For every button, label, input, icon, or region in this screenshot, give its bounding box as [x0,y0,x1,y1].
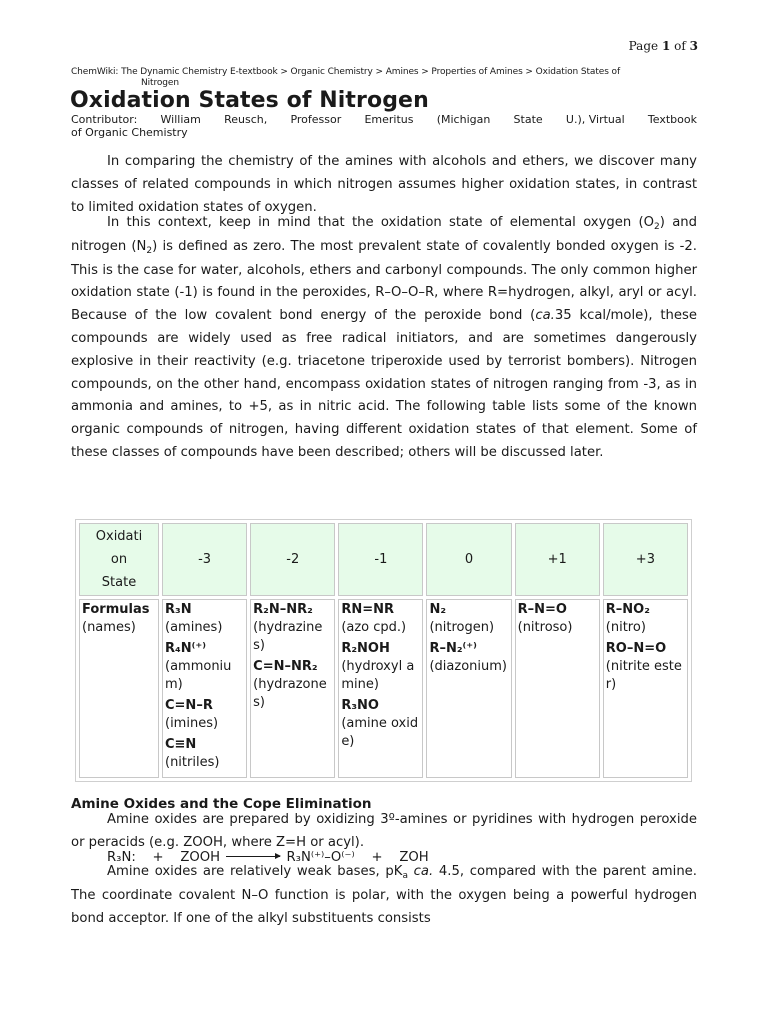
product-amine-oxide: R₃N⁽⁺⁾–O⁽⁻⁾ [286,850,355,865]
text-run: In this context, keep in mind that the oxidation state of elemental oxygen (O [107,215,655,230]
product-acid: ZOH [399,850,429,865]
text-run: 35 kcal/mole), these compounds are widely used as free radical initiators, and are sometimes dangerously explosive in their reactivity (e.g. triacetone triperoxide used by terrorist bombers). Nitrogen compounds, on the other hand, encompass oxidation states of nitrogen ranging from -3, as in ammonia and amines, to +5, as in nitric acid. The following table lists some of the known organic compounds of nitrogen, having different oxidation states of that element. Some of these classes of compounds have been described; others will be discussed later. [71,308,698,460]
text-run: 4.5, compared with the parent amine. The coordinate covalent N–O function is polar, with the oxygen being a powerful hydrogen bond acceptor. If one of the alkyl substituents consists [71,864,697,926]
compound-name: (nitriles) [165,755,220,770]
page-title: Oxidation States of Nitrogen [70,88,429,113]
formula: C=N–NR₂ [253,659,318,674]
contributor-word: State [513,113,543,126]
contributor-row [71,113,697,126]
paragraph-oxidation-context [71,212,697,465]
header-state: -3 [162,523,247,596]
formula: R–N=O [517,602,567,617]
reactant-amine: R₃N: [107,850,136,865]
table-header-row [79,523,688,596]
table-row [79,599,688,778]
formula: R₂NOH [341,641,390,656]
table-cell [162,599,247,778]
subscript: 2 [146,245,153,256]
subscript: a [402,871,408,881]
paragraph-amine-oxide-basicity [71,861,697,930]
formula: C=N–R [165,698,213,713]
header-state: +3 [603,523,688,596]
reaction-arrow-icon [226,856,280,857]
plus-sign: + [371,850,383,865]
compound-name: (hydroxyl amine) [341,659,415,692]
page-of: of [674,39,686,53]
oxidation-states-table [75,519,692,782]
formula: C≡N [165,737,197,752]
contributor-label: Contributor: [71,113,138,126]
table-cell [426,599,511,778]
header-text: Oxidati [95,529,143,544]
italic-ca: ca. [413,864,434,879]
contributor-word: (Michigan [436,113,491,126]
formula: R–NO₂ [605,602,650,617]
page-current: 1 [661,39,671,53]
formula: R₂N–NR₂ [253,602,313,617]
contributor-word: William [160,113,201,126]
formula: RO–N=O [605,641,667,656]
header-oxidation-state [79,523,159,596]
contributor-word: U.), Virtual [565,113,625,126]
contributor-word: Textbook [647,113,697,126]
formula: R₃N [165,602,192,617]
breadcrumb-line-1: ChemWiki: The Dynamic Chemistry E-textbook > Organic Chemistry > Amines > Properties of Amines > Oxidation States of [71,67,621,77]
subscript: 2 [654,222,660,232]
text-run: Amine oxides are relatively weak bases, pK [107,864,403,879]
compound-name: (hydrazines) [253,620,323,653]
compound-name: (hydrazones) [253,677,327,710]
compound-name: (amine oxide) [341,716,419,749]
paragraph-amine-oxides: Amine oxides are prepared by oxidizing 3º-amines or pyridines with hydrogen peroxide or peracids (e.g. ZOOH, where Z=H or acyl). [71,812,697,850]
header-state: +1 [515,523,600,596]
compound-name: (amines) [165,620,223,635]
italic-ca: ca. [535,308,555,324]
header-state: -2 [250,523,335,596]
table-cell [338,599,423,778]
compound-name: (imines) [165,716,219,731]
text-run: ) is defined as zero. The most prevalent state of covalently bonded oxygen is -2. This is the case for water, alcohols, ethers and carbonyl compounds. The only common higher oxidation state (-1) is found in the peroxides, R–O–O–R, where R=hydrogen, alkyl, aryl or acyl. Because of the low covalent bond energy of the peroxide bond ( [71,238,697,324]
compound-name: (nitro) [605,620,646,635]
formula: R₄N⁽⁺⁾ [165,641,206,656]
formula: R₃NO [341,698,379,713]
row-sublabel: (names) [82,620,136,635]
row-label: Formulas [82,602,150,617]
compound-name: (nitrite ester) [605,659,682,692]
contributor-line [71,113,697,139]
contributor-word: Reusch, [224,113,268,126]
contributor-word: Emeritus [364,113,414,126]
contributor-continuation: of Organic Chemistry [71,126,188,139]
table-cell [250,599,335,778]
header-text: State [101,575,137,590]
compound-name: (nitrogen) [429,620,495,635]
page-number [520,39,698,53]
text-run: ) and nitrogen (N [71,215,698,254]
breadcrumb-line-2: Nitrogen [141,78,179,88]
compound-name: (azo cpd.) [341,620,407,635]
row-label-cell [79,599,159,778]
paragraph-intro: In comparing the chemistry of the amines with alcohols and ethers, we discover many classes of related compounds in which nitrogen assumes higher oxidation states, in contrast to limited oxidation states of oxygen. [71,154,697,215]
header-state: 0 [426,523,511,596]
header-state: -1 [338,523,423,596]
compound-name: (nitroso) [517,620,573,635]
contributor-word: Professor [290,113,342,126]
compound-name: (ammonium) [165,659,232,692]
formula: RN=NR [341,602,394,617]
formula: R–N₂⁽⁺⁾ [429,641,477,656]
table-cell [515,599,600,778]
header-text: on [110,552,128,567]
table-cell [603,599,688,778]
compound-name: (diazonium) [429,659,507,674]
page-total: 3 [689,39,698,53]
reactant-peracid: ZOOH [180,850,221,865]
section-heading: Amine Oxides and the Cope Elimination [71,796,372,812]
breadcrumb [71,67,701,89]
formula: N₂ [429,602,447,617]
plus-sign: + [152,850,164,865]
page-label: Page [628,39,659,53]
